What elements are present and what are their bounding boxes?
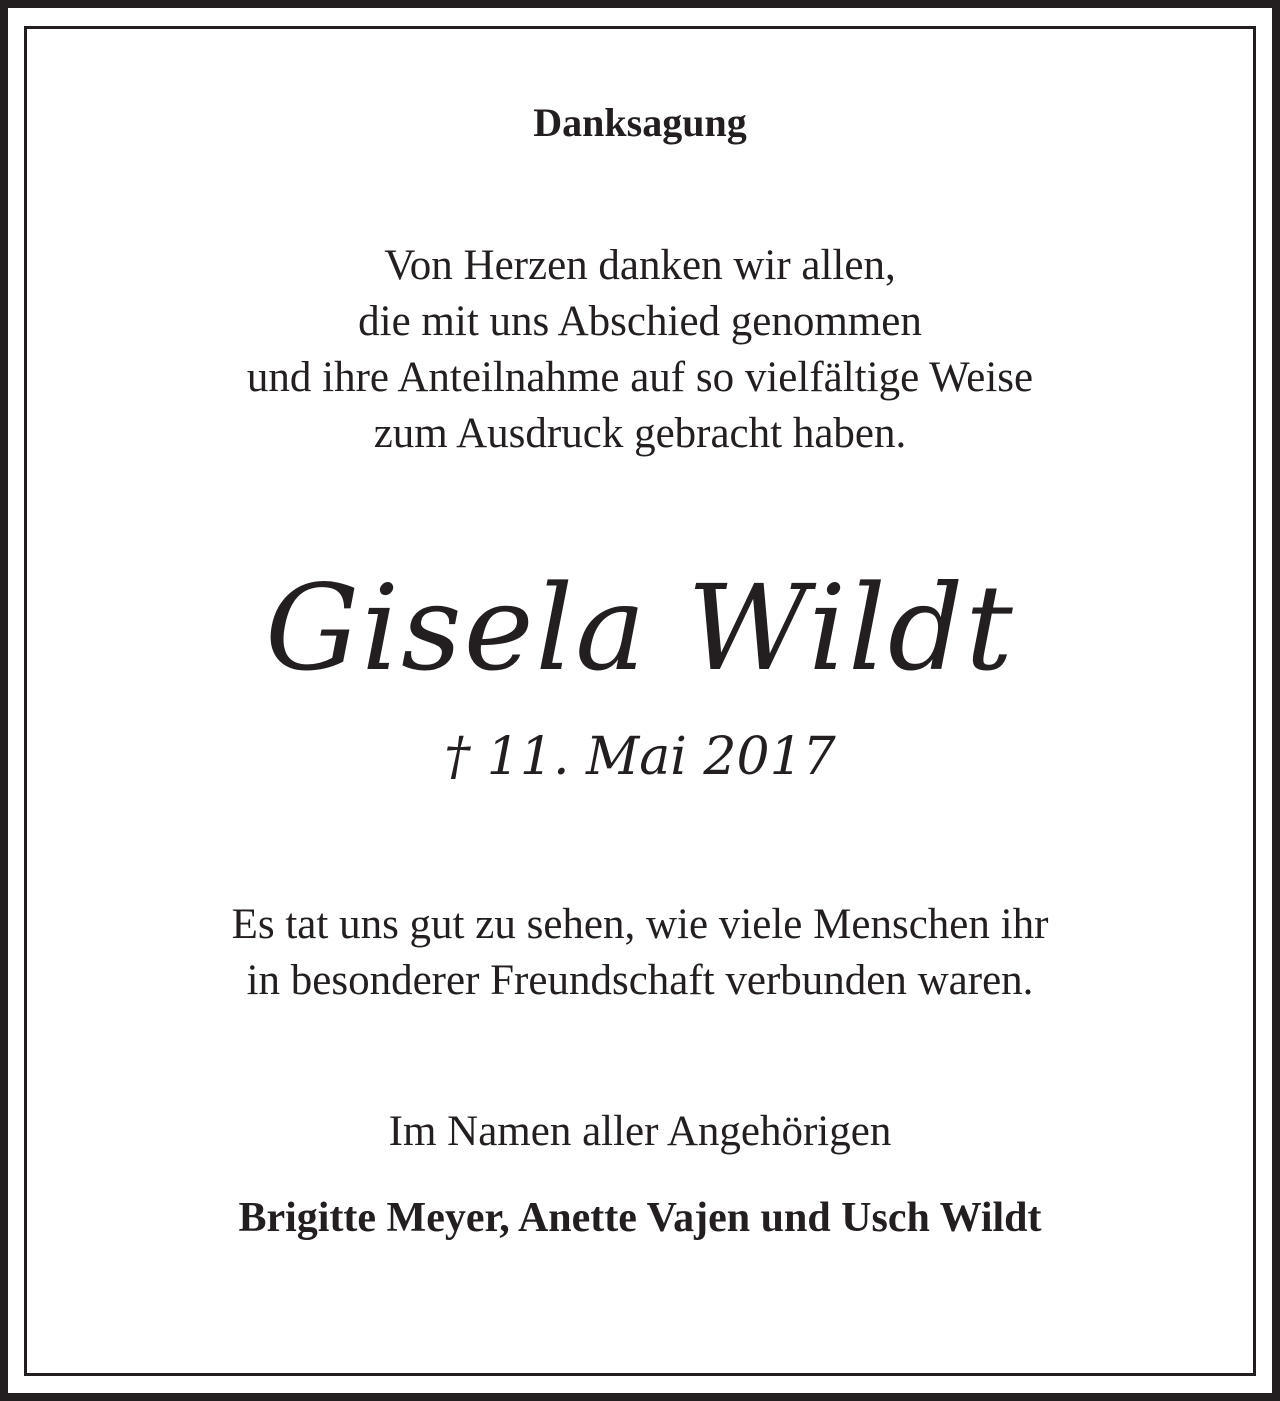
inner-border <box>24 26 1256 1376</box>
signers-names: Brigitte Meyer, Anette Vajen und Usch Wildt <box>238 1195 1042 1241</box>
intro-text <box>0 238 1280 462</box>
gratitude-line: in besonderer Freundschaft verbunden waren. <box>246 957 1034 1004</box>
intro-line: die mit uns Abschied genommen <box>358 298 922 345</box>
gratitude-text <box>0 897 1280 1009</box>
gratitude-line: Es tat uns gut zu sehen, wie viele Menschen ihr <box>231 901 1049 948</box>
closing-line: Im Namen aller Angehörigen <box>388 1108 892 1155</box>
deceased-name: Gisela Wildt <box>265 559 1015 697</box>
intro-line: Von Herzen danken wir allen, <box>384 242 896 289</box>
intro-line: und ihre Anteilnahme auf so vielfältige Weise <box>246 354 1034 401</box>
death-date: † 11. Mai 2017 <box>444 727 836 787</box>
intro-line: zum Ausdruck gebracht haben. <box>373 410 907 457</box>
notice-heading: Danksagung <box>533 100 747 145</box>
